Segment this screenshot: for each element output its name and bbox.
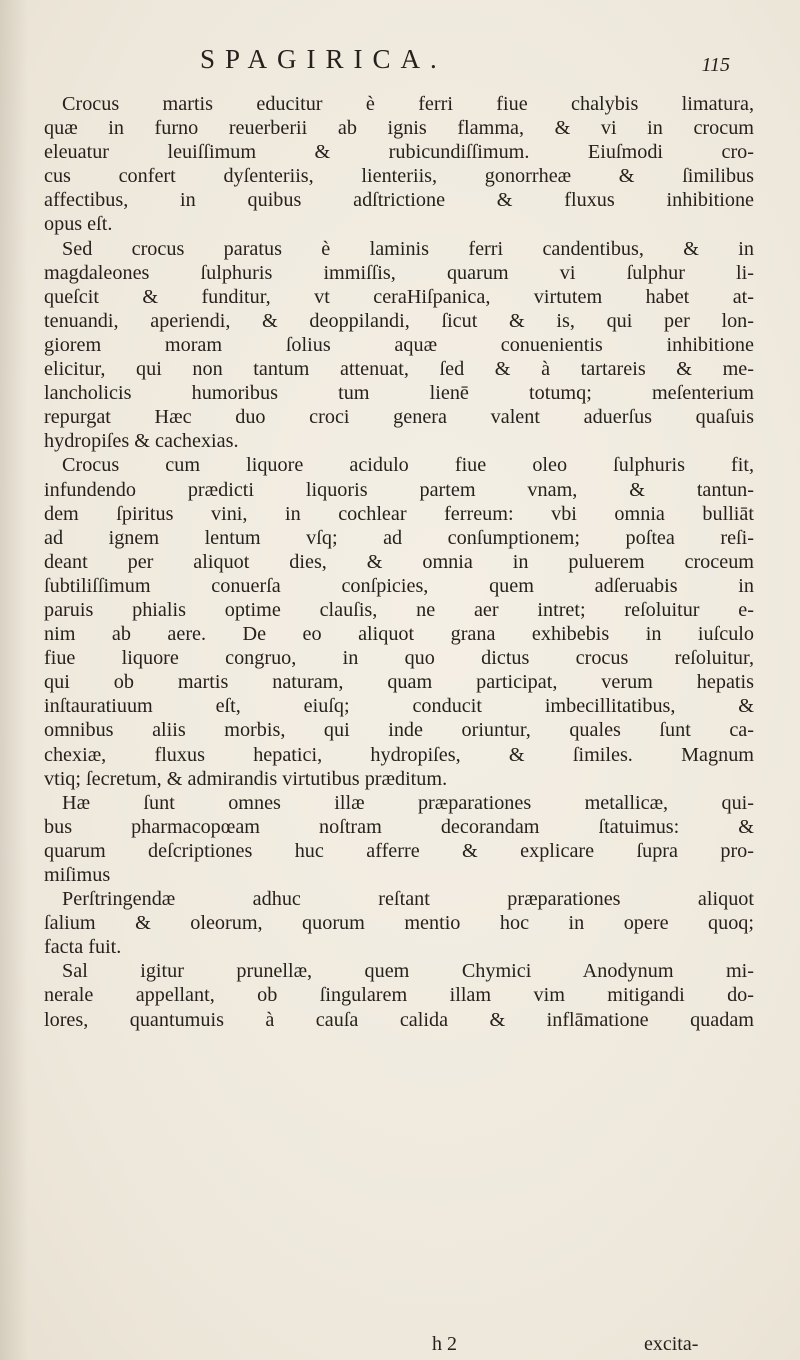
- text-line: chexiæ, fluxus hepatici, hydropiſes, & ſimiles. Magnum: [44, 743, 754, 766]
- body-text: [44, 92, 754, 1032]
- text-line: ſalium & oleorum, quorum mentio hoc in opere quoq;: [44, 912, 754, 935]
- text-line: Crocus martis educitur è ferri fiue chalybis limatura,: [62, 93, 754, 115]
- text-line: Hæ ſunt omnes illæ præparationes metallicæ, qui-: [62, 791, 754, 814]
- text-line: lancholicis humoribus tum lienē totumq; meſenterium: [44, 382, 754, 405]
- text-line: dem ſpiritus vini, in cochlear ferreum: vbi omnia bulliāt: [44, 502, 754, 525]
- text-line: hydropiſes & cachexias.: [44, 430, 239, 453]
- text-line: fiue liquore congruo, in quo dictus crocus reſoluitur,: [44, 647, 754, 670]
- page-number: 115: [701, 54, 730, 76]
- text-line: nim ab aere. De eo aliquot grana exhibebis in iuſculo: [44, 623, 754, 646]
- text-line: infundendo prædicti liquoris partem vnam, & tantun-: [44, 478, 754, 501]
- text-line: omnibus aliis morbis, qui inde oriuntur, quales ſunt ca-: [44, 719, 754, 742]
- text-line: lores, quantumuis à cauſa calida & inflāmatione quadam: [44, 1008, 754, 1031]
- catchword: excita-: [644, 1333, 699, 1355]
- page-header: [90, 44, 730, 84]
- text-line: repurgat Hæc duo croci genera valent aduerſus quaſuis: [44, 406, 754, 429]
- page-footer: [0, 1333, 800, 1357]
- text-line: Perſtringendæ adhuc reſtant præparationes aliquot: [62, 888, 754, 911]
- text-line: quæ in furno reuerberii ab ignis flamma, & vi in crocum: [44, 117, 754, 140]
- text-line: Sal igitur prunellæ, quem Chymici Anodynum mi-: [62, 960, 754, 983]
- text-line: ad ignem lentum vſq; ad conſumptionem; poſtea reſi-: [44, 526, 754, 549]
- text-line: elicitur, qui non tantum attenuat, ſed & à tartareis & me-: [44, 358, 754, 381]
- text-line: Sed crocus paratus è laminis ferri candentibus, & in: [62, 237, 754, 260]
- text-line: Crocus cum liquore acidulo fiue oleo ſulphuris fit,: [62, 454, 754, 477]
- text-line: ſubtiliſſimum conuerſa conſpicies, quem adſeruabis in: [44, 574, 754, 597]
- text-line: opus eſt.: [44, 213, 113, 236]
- text-line: eleuatur leuiſſimum & rubicundiſſimum. Eiuſmodi cro-: [44, 141, 754, 164]
- running-head: SPAGIRICA.: [200, 44, 447, 74]
- text-line: bus pharmacopœam noſtram decorandam ſtatuimus: &: [44, 815, 754, 838]
- text-line: qui ob martis naturam, quam participat, verum hepatis: [44, 671, 754, 694]
- text-line: cus confert dyſenteriis, lienteriis, gonorrheæ & ſimilibus: [44, 165, 754, 188]
- text-line: magdaleones ſulphuris immiſſis, quarum vi ſulphur li-: [44, 261, 754, 284]
- text-line: giorem moram ſolius aquæ conuenientis inhibitione: [44, 333, 754, 356]
- text-line: nerale appellant, ob ſingularem illam vim mitigandi do-: [44, 984, 754, 1007]
- text-line: miſimus: [44, 864, 111, 886]
- text-line: paruis phialis optime clauſis, ne aer intret; reſoluitur e-: [44, 598, 754, 621]
- text-line: facta fuit.: [44, 936, 122, 959]
- text-line: inſtauratiuum eſt, eiuſq; conducit imbecillitatibus, &: [44, 695, 754, 718]
- text-line: queſcit & funditur, vt ceraHiſpanica, virtutem habet at-: [44, 285, 754, 308]
- signature-mark: h 2: [432, 1333, 457, 1355]
- text-line: vtiq; ſecretum, & admirandis virtutibus præditum.: [44, 767, 448, 790]
- text-line: affectibus, in quibus adſtrictione & fluxus inhibitione: [44, 189, 754, 212]
- text-line: tenuandi, aperiendi, & deoppilandi, ſicut & is, qui per lon-: [44, 309, 754, 332]
- text-line: quarum deſcriptiones huc afferre & explicare ſupra pro-: [44, 839, 754, 862]
- binding-shadow: [0, 0, 28, 1360]
- text-line: deant per aliquot dies, & omnia in puluerem croceum: [44, 550, 754, 573]
